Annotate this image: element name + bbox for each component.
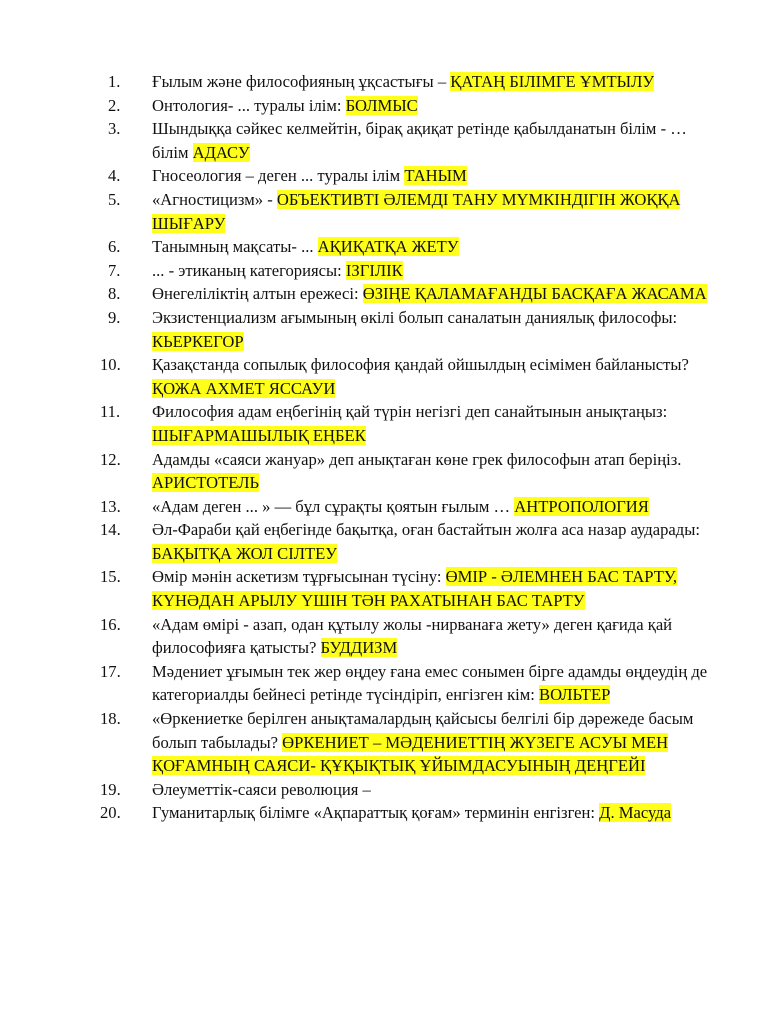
question-text: Әлеуметтік-саяси революция – [152,779,371,799]
question-number: 20. [100,803,121,823]
question-number: 18. [100,709,121,729]
question-item [0,259,768,283]
question-item [0,801,768,825]
answer-highlight: ҚАТАҢ БІЛІМГЕ ҰМТЫЛУ [450,72,655,91]
question-text: Онтология- ... туралы ілім: [152,95,346,115]
question-number: 2. [108,95,121,115]
answer-highlight: БАҚЫТҚА ЖОЛ СІЛТЕУ [152,543,338,563]
question-text: «Агностицизм» - [152,189,277,209]
question-item [0,448,768,495]
question-number: 3. [108,119,121,139]
question-item [0,188,768,235]
answer-highlight: ӨЗІҢЕ ҚАЛАМАҒАНДЫ БАСҚАҒА ЖАСАМА [362,284,707,304]
answer-highlight: ҚОЖА АХМЕТ ЯССАУИ [152,378,336,398]
question-number: 19. [100,779,121,799]
question-text: Экзистенциализм ағымының өкілі болып саналатын даниялық философы: [152,307,678,327]
question-item [0,282,768,306]
question-item [0,70,768,94]
question-text: Гуманитарлық білімге «Ақпараттық қоғам» терминін енгізген: [152,803,600,823]
question-text: Танымның мақсаты- ... [152,237,318,257]
question-text: Өнегеліліктің алтын ережесі: [152,284,363,304]
question-number: 8. [108,284,121,304]
question-text: «Адам деген ... » — бұл сұрақты қоятын ғылым … [152,496,515,516]
question-number: 13. [100,496,121,516]
question-item [0,306,768,353]
answer-highlight: АДАСУ [192,142,250,162]
question-item [0,565,768,612]
answer-highlight: БОЛМЫС [345,95,418,115]
question-text: Қазақстанда сопылық философия қандай ойшылдың есімімен байланысты? [152,355,689,375]
answer-highlight: АҚИҚАТҚА ЖЕТУ [317,237,459,257]
question-item [0,778,768,802]
question-item [0,660,768,707]
question-text: Өмір мәнін аскетизм тұрғысынан түсіну: [152,567,446,587]
answer-highlight: ВОЛЬТЕР [539,685,611,705]
question-number: 7. [108,260,121,280]
document-page [0,70,768,825]
answer-highlight: ІЗГІЛІК [345,260,403,280]
answer-highlight: ӨРКЕНИЕТ – МӘДЕНИЕТТІҢ ЖҮЗЕГЕ АСУЫ МЕН ҚОҒАМНЫҢ САЯСИ- ҚҰҚЫҚТЫҚ ҰЙЫМДАСУЫНЫҢ ДЕҢГЕЙІ [152,732,669,776]
answer-highlight: Д. Масуда [599,803,672,823]
question-item [0,495,768,519]
answer-highlight: АНТРОПОЛОГИЯ [514,496,649,516]
answer-highlight: ШЫҒАРМАШЫЛЫҚ ЕҢБЕК [152,425,366,445]
question-number: 10. [100,355,121,375]
answer-highlight: ТАНЫМ [404,166,467,186]
question-item [0,94,768,118]
question-number: 12. [100,449,121,469]
question-list [0,70,768,825]
question-text: Гносеология – деген ... туралы ілім [152,166,405,186]
question-item [0,400,768,447]
question-text: Адамды «саяси жануар» деп анықтаған көне грек философын атап беріңіз. [152,449,682,469]
question-number: 11. [100,402,121,422]
question-text: Ғылым және философияның ұқсастығы – [152,72,451,91]
question-item [0,707,768,778]
question-item [0,353,768,400]
answer-highlight: ӨМІР - ӘЛЕМНЕН БАС ТАРТУ, КҮНӘДАН АРЫЛУ ҮШІН ТӘН РАХАТЫНАН БАС ТАРТУ [152,567,678,611]
question-number: 16. [100,614,121,634]
question-text: Философия адам еңбегінің қай түрін негізгі деп санайтынын анықтаңыз: [152,402,668,422]
answer-highlight: БУДДИЗМ [320,638,398,658]
question-text: Шындыққа сәйкес келмейтін, бірақ ақиқат ретінде қабылданатын білім - … білім [152,119,687,162]
question-item [0,235,768,259]
question-number: 6. [108,237,121,257]
question-item [0,164,768,188]
answer-highlight: КЬЕРКЕГОР [152,331,244,351]
question-number: 4. [108,166,121,186]
question-number: 5. [108,189,121,209]
question-text: ... - этиканың категориясы: [152,260,346,280]
question-text: Әл-Фараби қай еңбегінде бақытқа, оған бастайтын жолға аса назар аударады: [152,520,700,540]
question-item [0,117,768,164]
question-item [0,613,768,660]
question-item [0,518,768,565]
question-text: «Өркениетке берілген анықтамалардың қайсысы белгілі бір дәрежеде басым болып табылады? [152,709,694,752]
question-text: «Адам өмірі - азап, одан құтылу жолы -нирванаға жету» деген қағида қай философияға қатысты? [152,614,673,658]
question-text: Мәдениет ұғымын тек жер өңдеу ғана емес сонымен бірге адамды өңдеудің де категориалды бейнесі ретінде түсіндіріп, енгізген кім: [152,661,708,705]
question-number: 9. [108,307,121,327]
answer-highlight: ОБЪЕКТИВТІ ӘЛЕМДІ ТАНУ МҮМКІНДІГІН ЖОҚҚА ШЫҒАРУ [152,189,681,233]
question-number: 15. [100,567,121,587]
question-number: 14. [100,520,121,540]
question-number: 1. [108,72,121,91]
question-number: 17. [100,661,121,681]
answer-highlight: АРИСТОТЕЛЬ [152,473,260,493]
